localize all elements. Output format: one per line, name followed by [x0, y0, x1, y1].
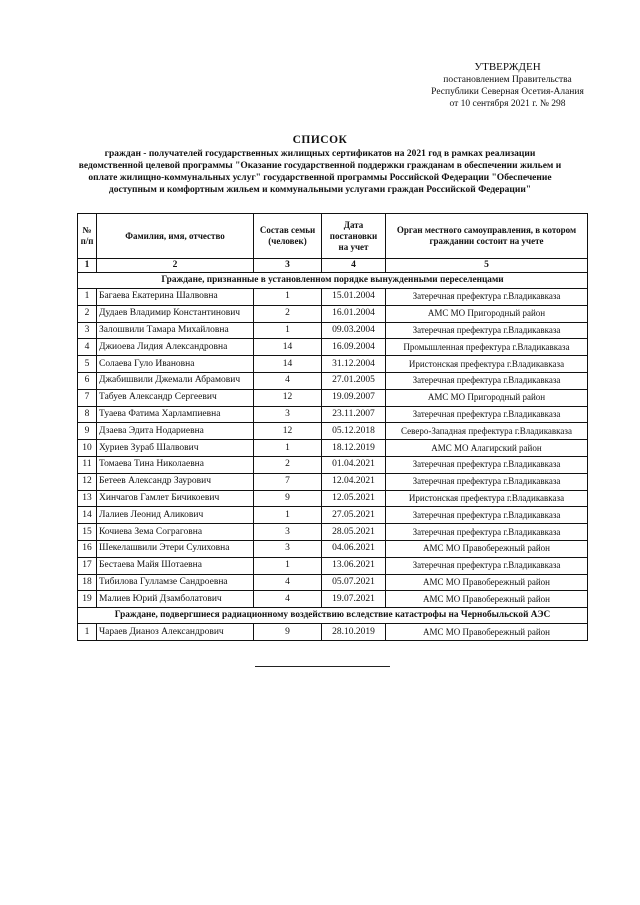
- row-number: 12: [78, 473, 97, 490]
- section-title-displaced: Граждане, признанные в установленном порядке вынужденными переселенцами: [78, 273, 588, 289]
- row-number: 6: [78, 372, 97, 389]
- header-num: № п/п: [78, 214, 97, 259]
- approval-stamp: [405, 60, 610, 110]
- registration-date: 01.04.2021: [322, 456, 386, 473]
- full-name: Бетеев Александр Заурович: [97, 473, 254, 490]
- column-number: 1: [78, 259, 97, 273]
- full-name: Джабишвили Джемали Абрамович: [97, 372, 254, 389]
- table-row: [78, 372, 588, 389]
- family-size: 12: [254, 423, 322, 440]
- footer-divider: [255, 666, 390, 667]
- registration-date: 23.11.2007: [322, 406, 386, 423]
- row-number: 1: [78, 289, 97, 306]
- authority: АМС МО Правобережный район: [386, 591, 588, 608]
- table-header-row: [78, 214, 588, 259]
- row-number: 2: [78, 305, 97, 322]
- family-size: 1: [254, 440, 322, 457]
- document-title: СПИСОК: [292, 134, 348, 146]
- family-size: 2: [254, 305, 322, 322]
- header-family-size: Состав семьи (человек): [254, 214, 322, 259]
- table-row: [78, 490, 588, 507]
- row-number: 18: [78, 574, 97, 591]
- table-row: [78, 473, 588, 490]
- registration-date: 19.09.2007: [322, 389, 386, 406]
- registration-date: 04.06.2021: [322, 540, 386, 557]
- table-row: [78, 356, 588, 373]
- table-row: [78, 524, 588, 541]
- approval-line-1: постановлением Правительства: [443, 75, 572, 85]
- full-name: Багаева Екатерина Шалвовна: [97, 289, 254, 306]
- family-size: 1: [254, 557, 322, 574]
- full-name: Табуев Александр Сергеевич: [97, 389, 254, 406]
- family-size: 3: [254, 524, 322, 541]
- table-row: [78, 507, 588, 524]
- full-name: Хинчагов Гамлет Бичикоевич: [97, 490, 254, 507]
- column-number: 4: [322, 259, 386, 273]
- table-row: [78, 406, 588, 423]
- registration-date: 13.06.2021: [322, 557, 386, 574]
- authority: Затеречная префектура г.Владикавказа: [386, 507, 588, 524]
- family-size: 4: [254, 372, 322, 389]
- family-size: 1: [254, 322, 322, 339]
- table-row: [78, 339, 588, 356]
- authority: Затеречная префектура г.Владикавказа: [386, 322, 588, 339]
- full-name: Бестаева Майя Шотаевна: [97, 557, 254, 574]
- table-row: [78, 591, 588, 608]
- registration-date: 16.01.2004: [322, 305, 386, 322]
- authority: Затеречная префектура г.Владикавказа: [386, 473, 588, 490]
- full-name: Дудаев Владимир Константинович: [97, 305, 254, 322]
- registration-date: 09.03.2004: [322, 322, 386, 339]
- row-number: 1: [78, 624, 97, 641]
- table-row: [78, 574, 588, 591]
- registration-date: 15.01.2004: [322, 289, 386, 306]
- family-size: 12: [254, 389, 322, 406]
- row-number: 14: [78, 507, 97, 524]
- table-row: [78, 557, 588, 574]
- authority: Затеречная префектура г.Владикавказа: [386, 289, 588, 306]
- column-number-row: [78, 259, 588, 273]
- column-number: 5: [386, 259, 588, 273]
- full-name: Шекелашвили Этери Сулиховна: [97, 540, 254, 557]
- full-name: Солаева Гуло Ивановна: [97, 356, 254, 373]
- full-name: Тибилова Гулламзе Сандроевна: [97, 574, 254, 591]
- table-row: [78, 540, 588, 557]
- family-size: 7: [254, 473, 322, 490]
- authority: АМС МО Алагирский район: [386, 440, 588, 457]
- authority: Затеречная префектура г.Владикавказа: [386, 406, 588, 423]
- column-number: 2: [97, 259, 254, 273]
- header-authority: Орган местного самоуправления, в котором граждании состоит на учете: [386, 214, 588, 259]
- authority: Затеречная префектура г.Владикавказа: [386, 557, 588, 574]
- full-name: Хуриев Зураб Шалвович: [97, 440, 254, 457]
- registration-date: 27.05.2021: [322, 507, 386, 524]
- family-size: 1: [254, 289, 322, 306]
- authority: АМС МО Правобережный район: [386, 540, 588, 557]
- recipients-table: [77, 213, 588, 641]
- full-name: Кочиева Зема Сограговна: [97, 524, 254, 541]
- row-number: 15: [78, 524, 97, 541]
- registration-date: 18.12.2019: [322, 440, 386, 457]
- table-row: [78, 440, 588, 457]
- document-subtitle: граждан - получателей государственных жилищных сертификатов на 2021 год в рамках реализации ведомственной целевой программы "Оказание государственной поддержки гражданам в обеспечении жильем и оплате жилищно-коммунальных услуг" государственной программы Российской Федерации "Обеспечение доступным и комфортным жильем и коммунальными услугами граждан Российской Федерации": [78, 149, 562, 195]
- table-row: [78, 322, 588, 339]
- registration-date: 28.10.2019: [322, 624, 386, 641]
- registration-date: 31.12.2004: [322, 356, 386, 373]
- full-name: Дзаева Эдита Нодариевна: [97, 423, 254, 440]
- approval-line-3: от 10 сентября 2021 г. № 298: [449, 99, 566, 109]
- approval-title: УТВЕРЖДЕН: [474, 61, 541, 73]
- row-number: 17: [78, 557, 97, 574]
- table-row: [78, 289, 588, 306]
- registration-date: 05.07.2021: [322, 574, 386, 591]
- authority: Затеречная префектура г.Владикавказа: [386, 524, 588, 541]
- family-size: 14: [254, 339, 322, 356]
- section-header: [78, 608, 588, 624]
- family-size: 9: [254, 490, 322, 507]
- full-name: Туаева Фатима Харлампиевна: [97, 406, 254, 423]
- registration-date: 27.01.2005: [322, 372, 386, 389]
- registration-date: 05.12.2018: [322, 423, 386, 440]
- row-number: 10: [78, 440, 97, 457]
- approval-line-2: Республики Северная Осетия-Алания: [431, 87, 584, 97]
- family-size: 14: [254, 356, 322, 373]
- header-name: Фамилия, имя, отчество: [97, 214, 254, 259]
- registration-date: 19.07.2021: [322, 591, 386, 608]
- row-number: 11: [78, 456, 97, 473]
- column-number: 3: [254, 259, 322, 273]
- family-size: 2: [254, 456, 322, 473]
- section-title-chernobyl: Граждане, подвергшиеся радиационному воздействию вследствие катастрофы на Чернобыльской АЭС: [78, 608, 588, 624]
- full-name: Малиев Юрий Дзамболатович: [97, 591, 254, 608]
- row-number: 3: [78, 322, 97, 339]
- full-name: Джиоева Лидия Александровна: [97, 339, 254, 356]
- row-number: 13: [78, 490, 97, 507]
- full-name: Чараев Дианоз Александрович: [97, 624, 254, 641]
- row-number: 9: [78, 423, 97, 440]
- header-date: Дата постановки на учет: [322, 214, 386, 259]
- authority: Иристонская префектура г.Владикавказа: [386, 490, 588, 507]
- document-header: [75, 133, 565, 196]
- authority: АМС МО Пригородный район: [386, 389, 588, 406]
- table-row: [78, 624, 588, 641]
- full-name: Лалиев Леонид Аликович: [97, 507, 254, 524]
- full-name: Залошвили Тамара Михайловна: [97, 322, 254, 339]
- row-number: 8: [78, 406, 97, 423]
- registration-date: 16.09.2004: [322, 339, 386, 356]
- table-row: [78, 456, 588, 473]
- authority: АМС МО Правобережный район: [386, 574, 588, 591]
- family-size: 3: [254, 406, 322, 423]
- row-number: 5: [78, 356, 97, 373]
- family-size: 9: [254, 624, 322, 641]
- authority: АМС МО Пригородный район: [386, 305, 588, 322]
- registration-date: 28.05.2021: [322, 524, 386, 541]
- table-row: [78, 423, 588, 440]
- authority: Северо-Западная префектура г.Владикавказа: [386, 423, 588, 440]
- row-number: 7: [78, 389, 97, 406]
- section-header: [78, 273, 588, 289]
- family-size: 3: [254, 540, 322, 557]
- authority: АМС МО Правобережный район: [386, 624, 588, 641]
- registration-date: 12.05.2021: [322, 490, 386, 507]
- authority: Затеречная префектура г.Владикавказа: [386, 456, 588, 473]
- row-number: 19: [78, 591, 97, 608]
- row-number: 16: [78, 540, 97, 557]
- full-name: Томаева Тина Николаевна: [97, 456, 254, 473]
- family-size: 4: [254, 591, 322, 608]
- table-row: [78, 389, 588, 406]
- family-size: 4: [254, 574, 322, 591]
- row-number: 4: [78, 339, 97, 356]
- registration-date: 12.04.2021: [322, 473, 386, 490]
- family-size: 1: [254, 507, 322, 524]
- table-row: [78, 305, 588, 322]
- authority: Затеречная префектура г.Владикавказа: [386, 372, 588, 389]
- authority: Иристонская префектура г.Владикавказа: [386, 356, 588, 373]
- authority: Промышленная префектура г.Владикавказа: [386, 339, 588, 356]
